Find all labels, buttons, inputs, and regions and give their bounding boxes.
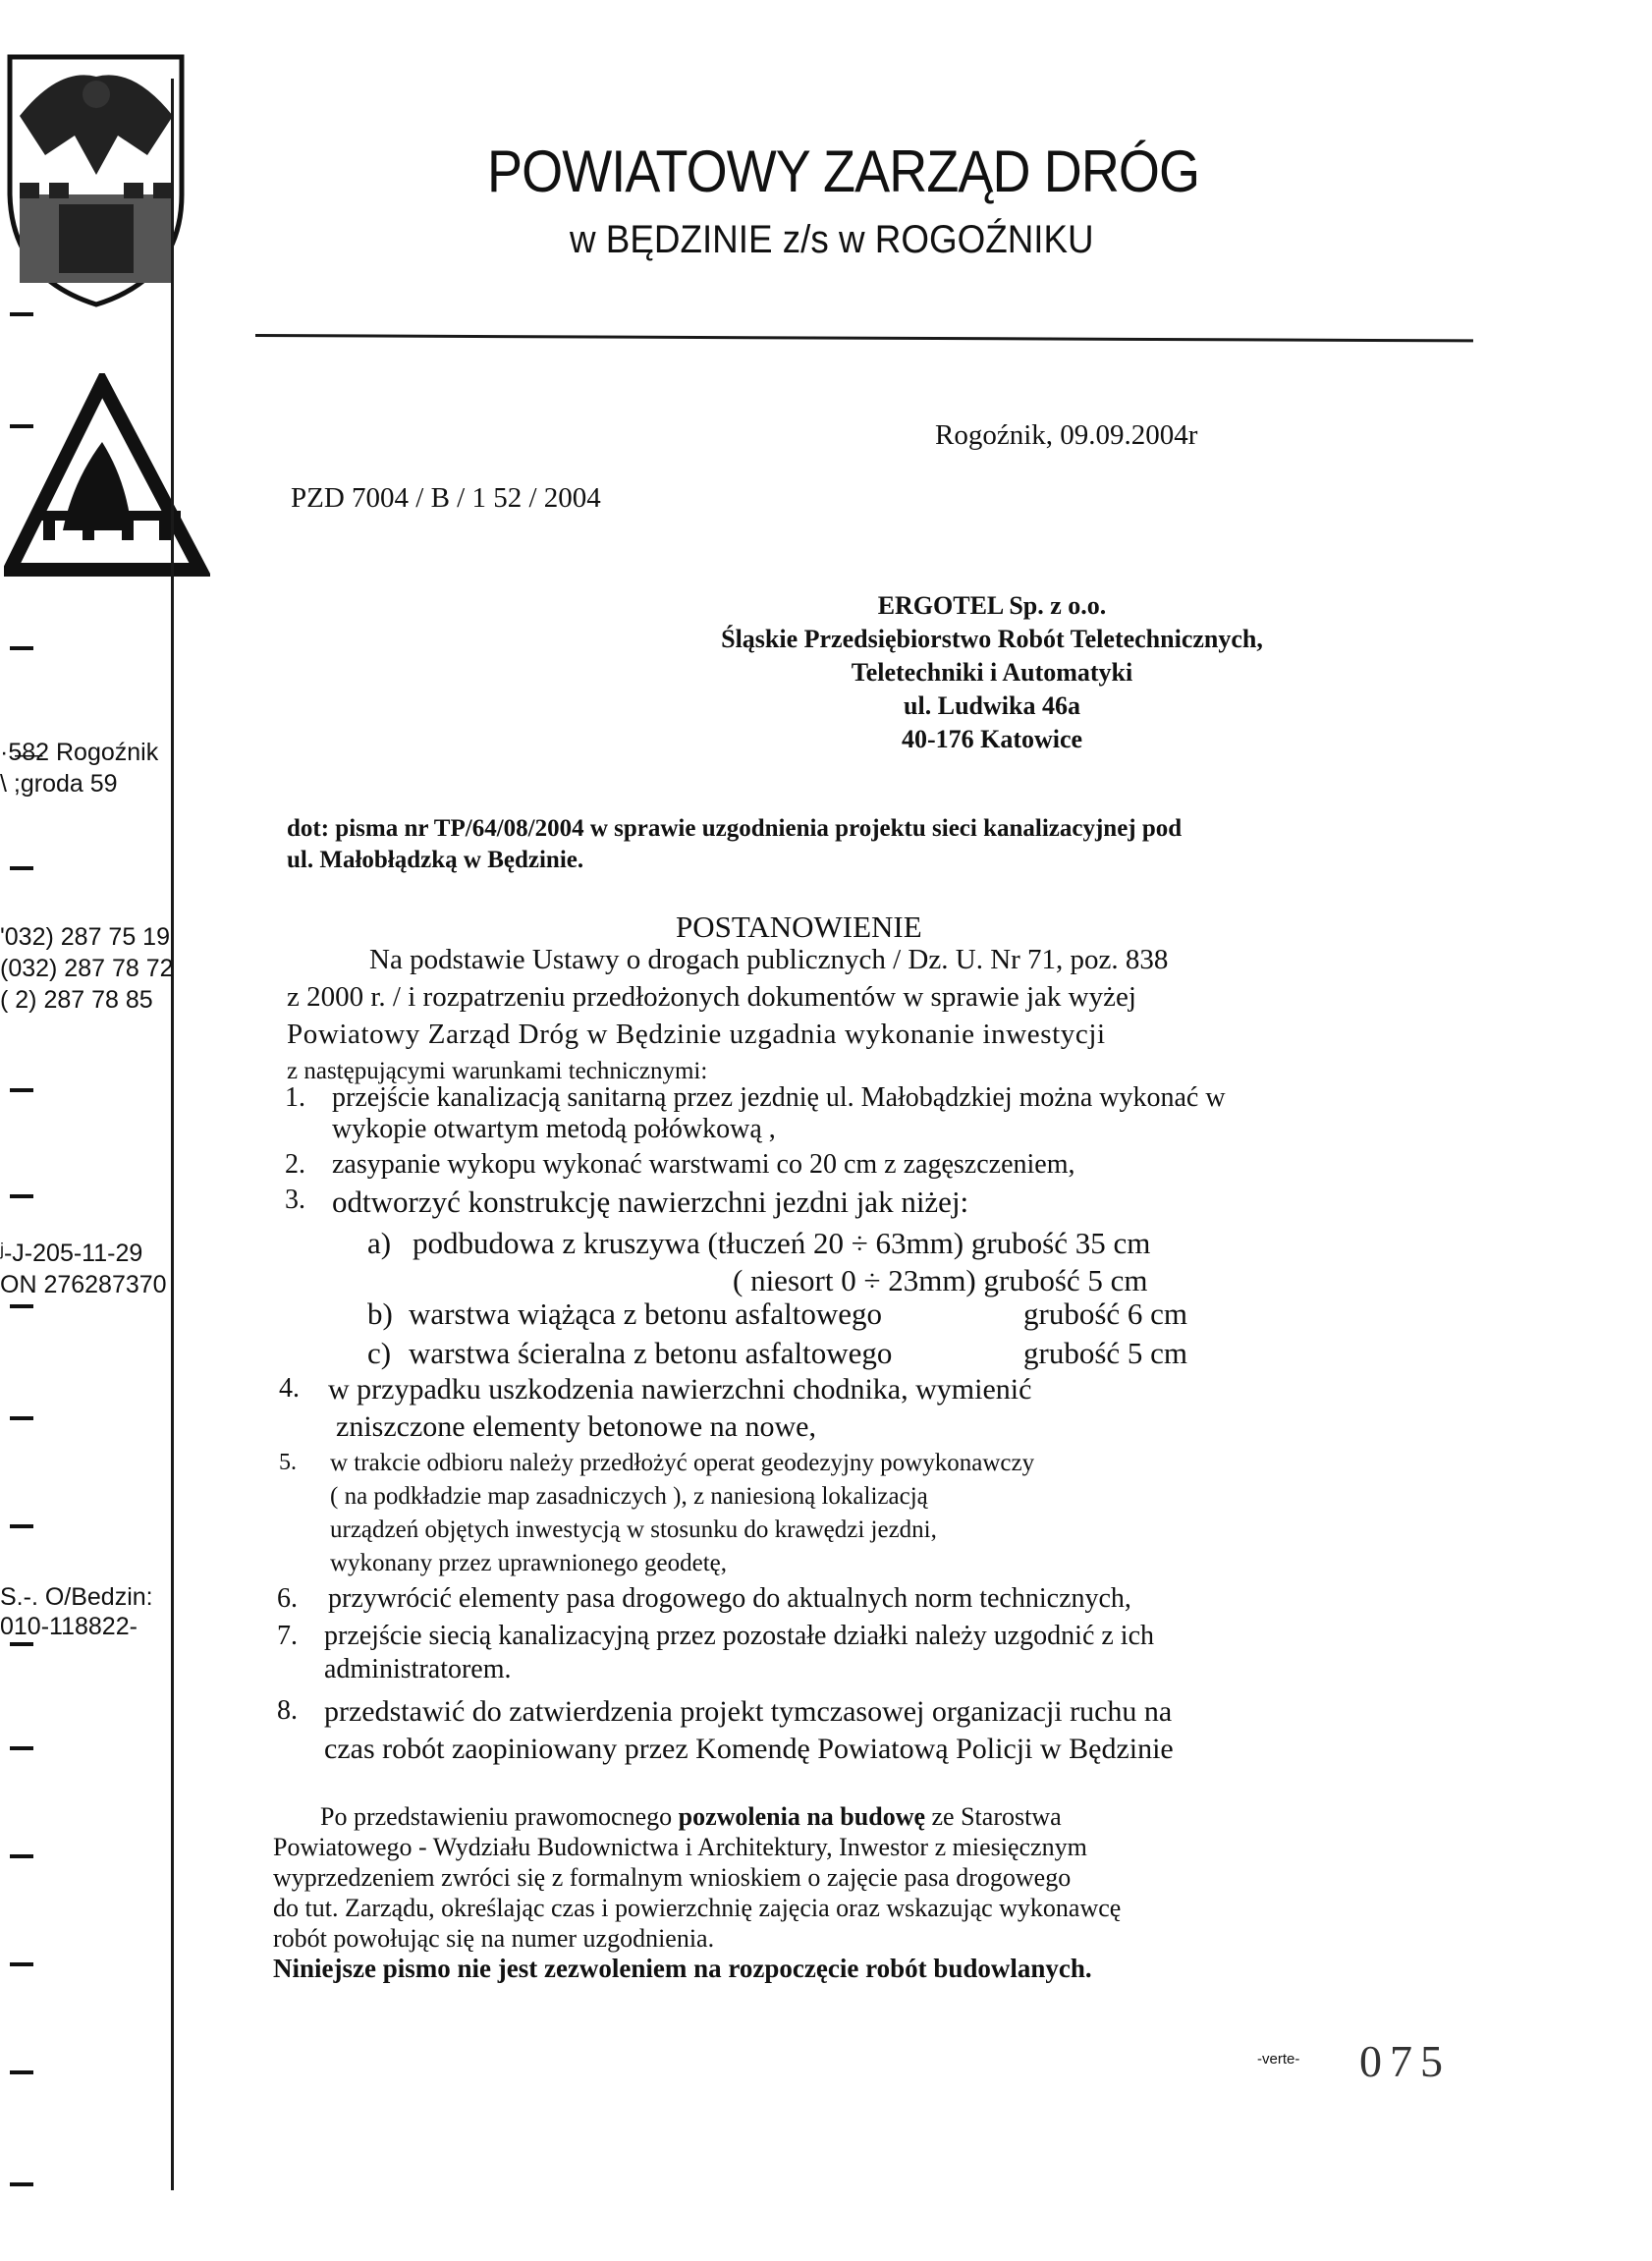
sidebar-marker xyxy=(10,1416,33,1420)
condition-2: zasypanie wykopu wykonać warstwami co 20 cm z zagęszczeniem, xyxy=(332,1149,1075,1180)
coat-of-arms-logo xyxy=(0,47,196,312)
subject-block xyxy=(287,813,1182,876)
condition-4-line1: w przypadku uszkodzenia nawierzchni chodnika, wymienić xyxy=(328,1373,1032,1406)
condition-5-line1: w trakcie odbioru należy przedłożyć operat geodezyjny powykonawczy xyxy=(330,1450,1035,1476)
closing-line: do tut. Zarządu, określając czas i powierzchnię zajęcia oraz wskazując wykonawcę xyxy=(273,1894,1122,1922)
condition-number: 8. xyxy=(277,1695,298,1726)
sidebar-marker xyxy=(10,1746,33,1750)
condition-3c: warstwa ścieralna z betonu asfaltowego xyxy=(409,1336,893,1370)
condition-3: odtworzyć konstrukcję nawierzchni jezdni jak niżej: xyxy=(332,1185,969,1219)
closing-text: Po przedstawieniu prawomocnego xyxy=(320,1802,673,1831)
intro-line: z następującymi warunkami technicznymi: xyxy=(287,1058,708,1084)
condition-number: 1. xyxy=(285,1082,305,1113)
sidebar-marker xyxy=(10,312,33,316)
verte-note: -verte- xyxy=(1257,2051,1300,2068)
sidebar-nip: ʲ-J-205-11-29 xyxy=(0,1240,143,1267)
sidebar-phone2: (032) 287 78 72 xyxy=(0,955,174,982)
recipient-line: 40-176 Katowice xyxy=(901,725,1083,753)
sidebar-marker xyxy=(10,1194,33,1198)
sidebar-marker xyxy=(10,866,33,870)
road-warning-sign-logo xyxy=(4,373,210,589)
recipient-line: Śląskie Przedsiębiorstwo Robót Teletechnicznych, xyxy=(721,625,1263,653)
condition-3b-label: b) xyxy=(367,1296,393,1331)
condition-3a: podbudowa z kruszywa (tłuczeń 20 ÷ 63mm) grubość 35 cm xyxy=(413,1226,1151,1260)
closing-line: robót powołując się na numer uzgodnienia. xyxy=(273,1924,715,1953)
condition-3b-thickness: grubość 6 cm xyxy=(1023,1296,1188,1331)
condition-3b: warstwa wiążąca z betonu asfaltowego xyxy=(409,1296,882,1331)
condition-8-line1: przedstawić do zatwierdzenia projekt tymczasowej organizacji ruchu na xyxy=(324,1695,1173,1728)
sidebar-bank-account: 010-118822- xyxy=(0,1613,138,1640)
condition-8-line2: czas robót zaopiniowany przez Komendę Powiatową Policji w Będzinie xyxy=(324,1733,1174,1765)
condition-6: przywrócić elementy pasa drogowego do aktualnych norm technicznych, xyxy=(328,1583,1131,1614)
recipient-line: ul. Ludwika 46a xyxy=(904,691,1080,720)
condition-number: 3. xyxy=(285,1185,305,1215)
condition-5-line4: wykonany przez uprawnionego geodetę, xyxy=(330,1550,728,1576)
reference-number: PZD 7004 / B / 1 52 / 2004 xyxy=(291,482,601,514)
decision-intro xyxy=(287,941,1168,1090)
sidebar-regon: ON 276287370 xyxy=(0,1271,167,1298)
closing-line: Powiatowego - Wydziału Budownictwa i Architektury, Inwestor z miesięcznym xyxy=(273,1833,1087,1861)
recipient-line: Teletechniki i Automatyki xyxy=(851,658,1133,687)
condition-5-line2: ( na podkładzie map zasadniczych ), z naniesioną lokalizacją xyxy=(330,1483,928,1510)
condition-number: 7. xyxy=(277,1621,298,1651)
place-date: Rogoźnik, 09.09.2004r xyxy=(935,419,1198,451)
recipient-line: ERGOTEL Sp. z o.o. xyxy=(877,591,1107,620)
decision-heading: POSTANOWIENIE xyxy=(676,910,922,944)
sidebar-marker xyxy=(10,1304,33,1308)
intro-line: Na podstawie Ustawy o drogach publicznych / Dz. U. Nr 71, poz. 838 xyxy=(369,944,1169,975)
sidebar-phone1: '032) 287 75 19 xyxy=(0,923,170,951)
sidebar-marker xyxy=(10,1088,33,1092)
closing-text: ze Starostwa xyxy=(931,1802,1062,1831)
closing-line: wyprzedzeniem zwróci się z formalnym wnioskiem o zajęcie pasa drogowego xyxy=(273,1863,1072,1892)
condition-7-line1: przejście siecią kanalizacyjną przez pozostałe działki należy uzgodnić z ich xyxy=(324,1621,1155,1651)
sidebar-marker xyxy=(10,2182,33,2186)
notice-line: Niniejsze pismo nie jest zezwoleniem na rozpoczęcie robót budowlanych. xyxy=(273,1954,1092,1983)
intro-line: z 2000 r. / i rozpatrzeniu przedłożonych dokumentów w sprawie jak wyżej xyxy=(287,981,1136,1013)
recipient-block xyxy=(688,589,1296,756)
sidebar-marker xyxy=(10,1962,33,1966)
sidebar-address-line1: ·5̶8̶2 Rogoźnik xyxy=(0,739,159,766)
condition-3a-line2: ( niesort 0 ÷ 23mm) grubość 5 cm xyxy=(733,1263,1148,1297)
sidebar-marker xyxy=(10,1642,33,1646)
condition-7-line2: administratorem. xyxy=(324,1654,512,1684)
sidebar-marker xyxy=(10,2070,33,2074)
condition-3c-label: c) xyxy=(367,1336,392,1370)
sidebar-address-line2: \ ;groda 59 xyxy=(0,770,118,798)
sidebar-marker xyxy=(10,1854,33,1858)
condition-1-line1: przejście kanalizacją sanitarną przez jezdnię ul. Małobądzkiej można wykonać w xyxy=(332,1082,1226,1113)
sidebar-bank-name: S.-. O/Bedzin: xyxy=(0,1583,153,1611)
closing-line xyxy=(273,1801,1121,1832)
page-number-stamp: 075 xyxy=(1359,2036,1451,2086)
condition-3c-thickness: grubość 5 cm xyxy=(1023,1336,1188,1370)
letterhead-horizontal-rule xyxy=(255,334,1473,342)
building-permit-text: pozwolenia na budowę xyxy=(678,1802,926,1831)
organization-subtitle: w BĘDZINIE z/s w ROGOŹNIKU xyxy=(570,218,1094,261)
subject-line: ul. Małobłądzką w Będzinie. xyxy=(287,847,584,873)
condition-number: 6. xyxy=(277,1583,298,1614)
condition-4-line2: zniszczone elementy betonowe na nowe, xyxy=(336,1410,816,1443)
sidebar-marker xyxy=(10,1524,33,1528)
condition-3a-label: a) xyxy=(367,1226,392,1260)
organization-title: POWIATOWY ZARZĄD DRÓG xyxy=(487,138,1200,204)
condition-5-line3: urządzeń objętych inwestycją w stosunku do krawędzi jezdni, xyxy=(330,1517,937,1543)
condition-1-line2: wykopie otwartym metodą połówkową , xyxy=(332,1114,776,1144)
sidebar-marker xyxy=(10,646,33,650)
sidebar-marker xyxy=(10,424,33,428)
condition-number: 2. xyxy=(285,1149,305,1180)
intro-line: Powiatowy Zarząd Dróg w Będzinie uzgadnia wykonanie inwestycji xyxy=(287,1019,1106,1050)
letterhead-vertical-rule xyxy=(171,79,174,2190)
sidebar-phone3: ( 2) 287 78 85 xyxy=(0,986,153,1014)
condition-number: 5. xyxy=(279,1450,297,1475)
condition-number: 4. xyxy=(279,1373,300,1404)
closing-paragraph xyxy=(273,1801,1121,1984)
subject-line: dot: pisma nr TP/64/08/2004 w sprawie uzgodnienia projektu sieci kanalizacyjnej pod xyxy=(287,815,1183,842)
